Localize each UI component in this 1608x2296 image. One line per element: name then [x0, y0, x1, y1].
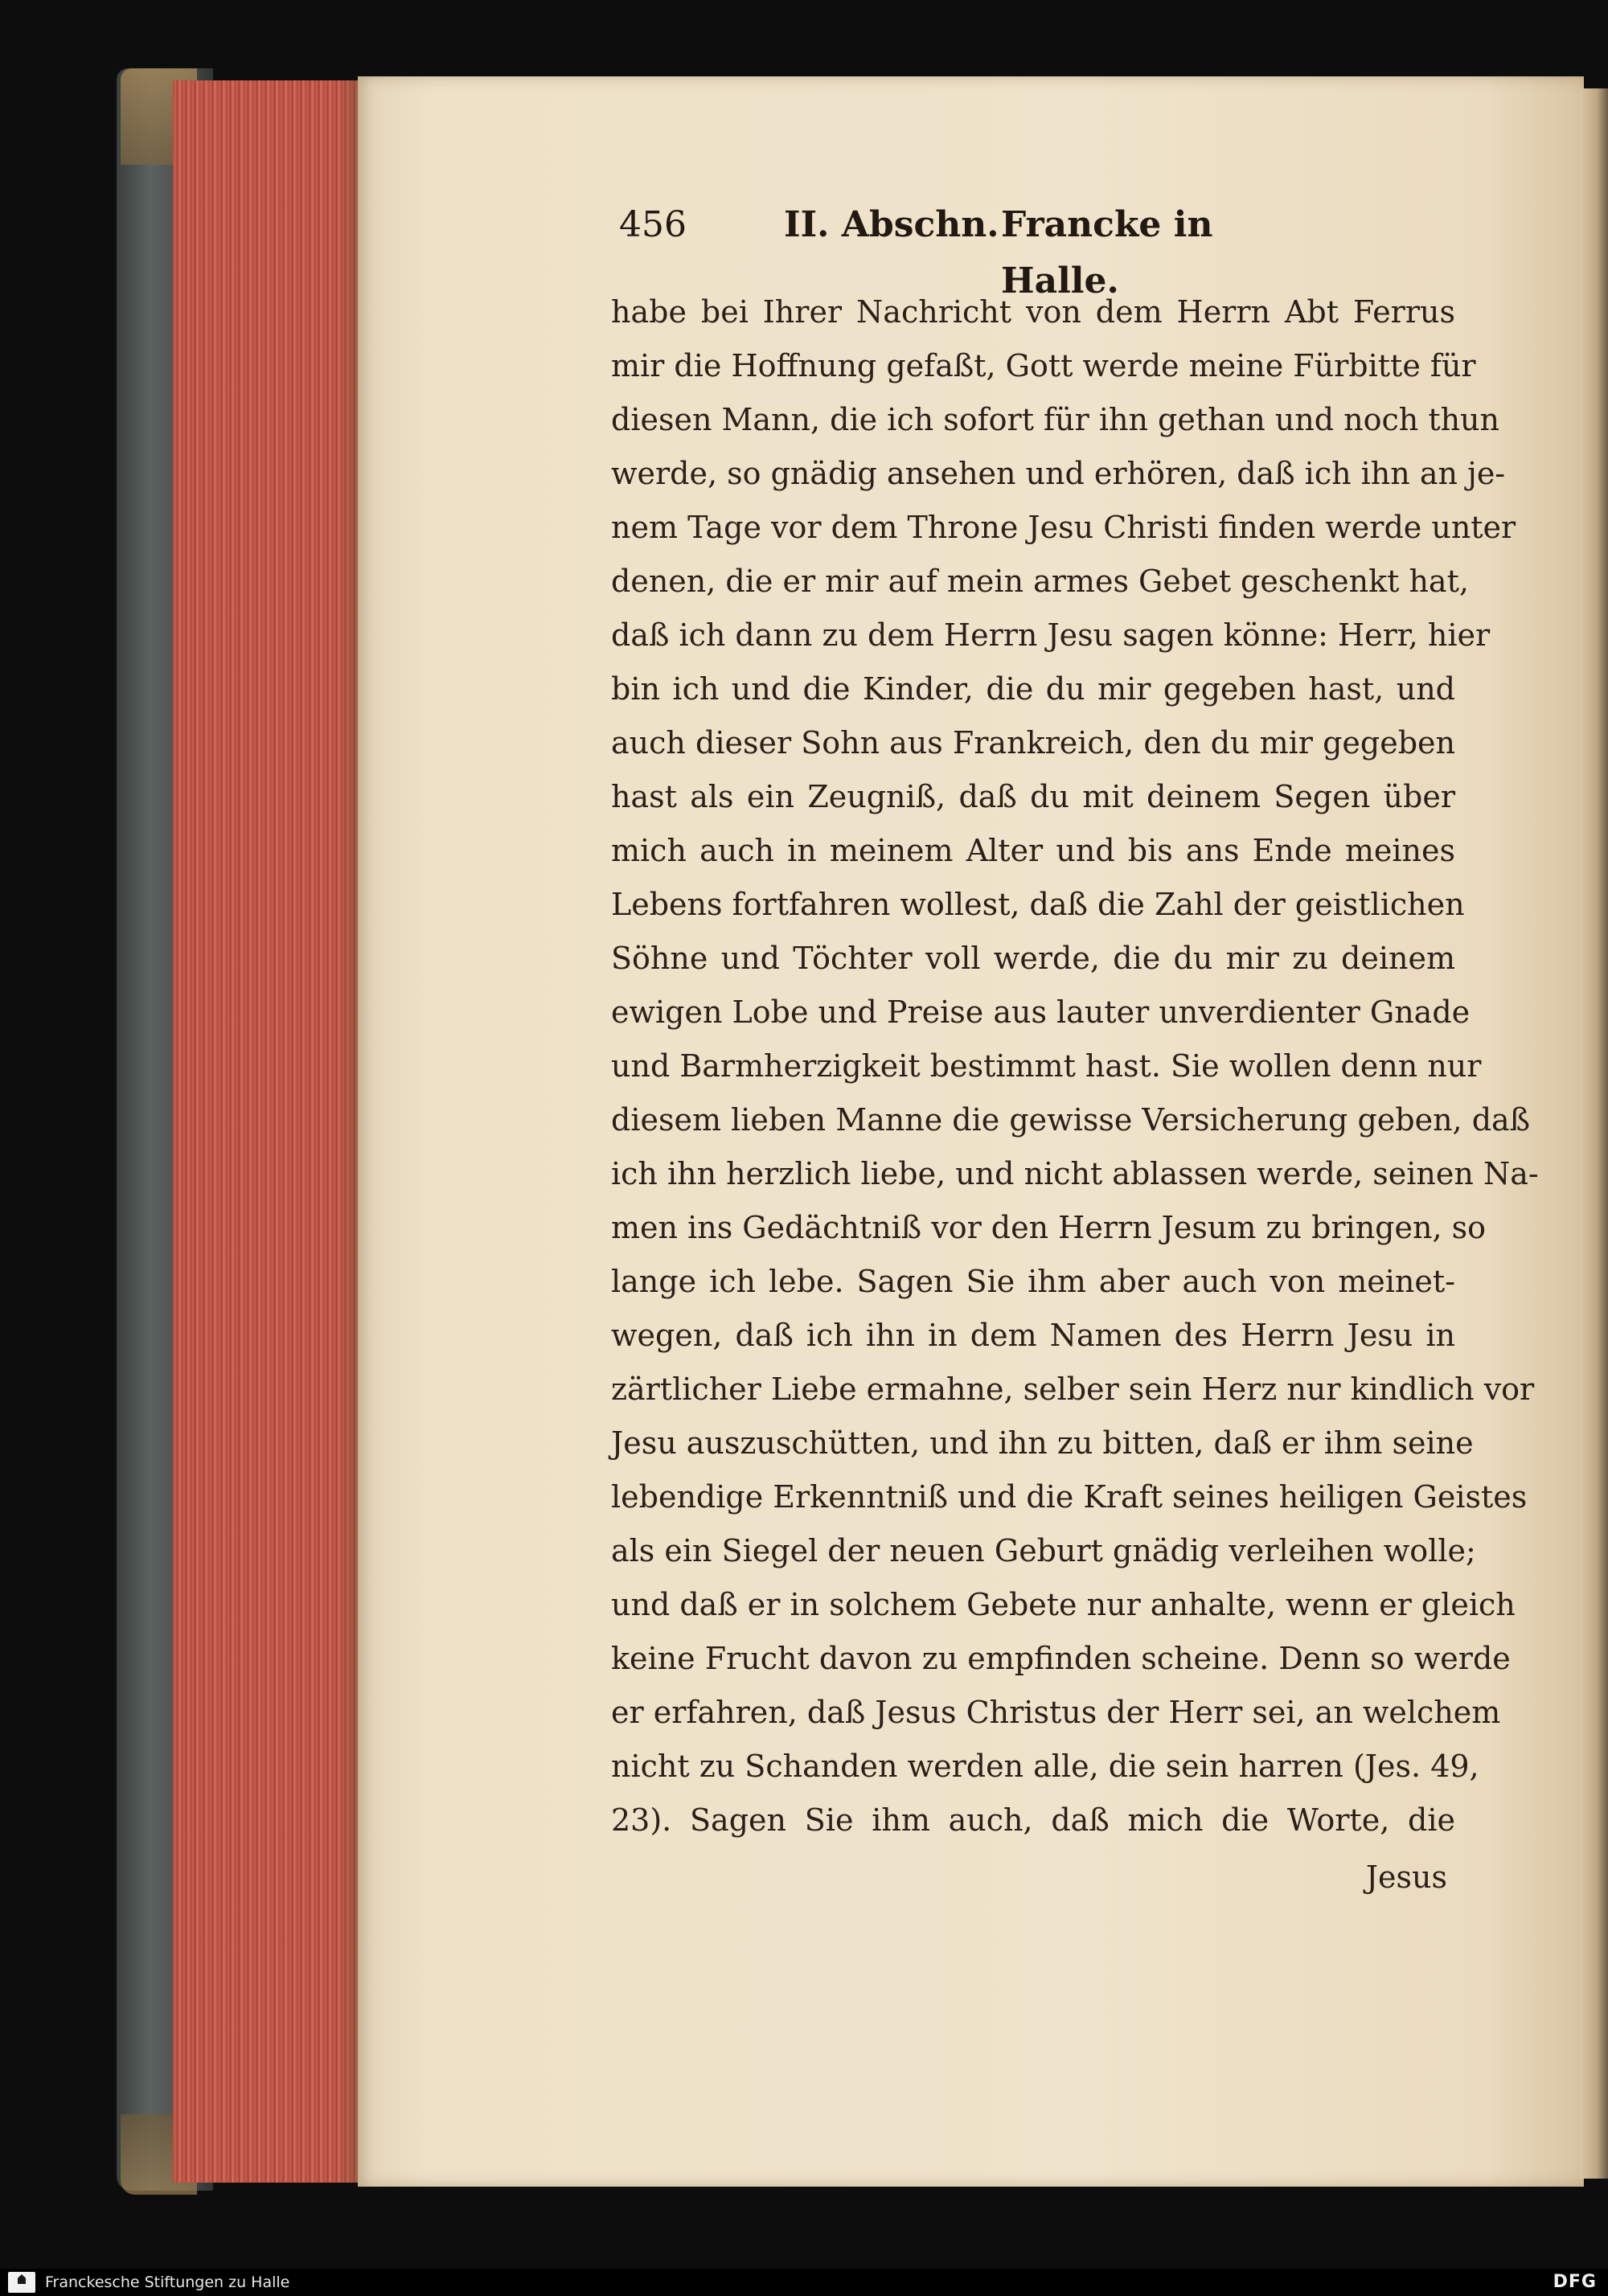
text-line: als ein Siegel der neuen Geburt gnädig verleihen wolle;: [611, 1533, 1476, 1568]
text-line: hast als ein Zeugniß, daß du mit deinem Segen über: [611, 779, 1455, 814]
text-line: Jesu auszuschütten, und ihn zu bitten, daß er ihm seine: [611, 1425, 1474, 1461]
text-line: habe bei Ihrer Nachricht von dem Herrn Abt Ferrus: [611, 294, 1455, 330]
text-line: keine Frucht davon zu empfinden scheine. Denn so werde: [611, 1641, 1511, 1676]
catchword: Jesus: [1365, 1859, 1447, 1895]
running-head: [619, 197, 1306, 301]
text-line: lebendige Erkenntniß und die Kraft seines heiligen Geistes: [611, 1479, 1528, 1515]
body-text: [611, 285, 1539, 1847]
text-line: 23). Sagen Sie ihm auch, daß mich die Worte, die: [611, 1802, 1455, 1838]
section-label: II. Abschn.: [784, 204, 999, 245]
red-page-edges: [173, 80, 358, 2183]
text-line: auch dieser Sohn aus Frankreich, den du mir gegeben: [611, 725, 1455, 761]
text-line: diesem lieben Manne die gewisse Versicherung geben, daß: [611, 1102, 1531, 1138]
text-line: nicht zu Schanden werden alle, die sein harren (Jes. 49,: [611, 1749, 1479, 1784]
page-title: Francke in Halle.: [1001, 204, 1213, 301]
text-line: lange ich lebe. Sagen Sie ihm aber auch von meinet-: [611, 1264, 1455, 1299]
text-line: ich ihn herzlich liebe, und nicht ablassen werde, seinen Na-: [611, 1156, 1539, 1191]
text-line: mir die Hoffnung gefaßt, Gott werde meine Fürbitte für: [611, 348, 1476, 383]
institution-logo-icon: [8, 2272, 35, 2293]
text-line: Söhne und Töchter voll werde, die du mir zu deinem: [611, 941, 1455, 976]
text-line: nem Tage vor dem Throne Jesu Christi finden werde unter: [611, 510, 1516, 545]
text-line: daß ich dann zu dem Herrn Jesu sagen könne: Herr, hier: [611, 617, 1491, 653]
text-line: men ins Gedächtniß vor den Herrn Jesum zu bringen, so: [611, 1210, 1487, 1245]
footer-credit: Franckesche Stiftungen zu Halle: [45, 2273, 290, 2291]
text-line: zärtlicher Liebe ermahne, selber sein Herz nur kindlich vor: [611, 1371, 1535, 1407]
dfg-logo: DFG: [1553, 2272, 1597, 2292]
page-number: 456: [619, 204, 687, 245]
text-line: er erfahren, daß Jesus Christus der Herr sei, an welchem: [611, 1695, 1501, 1730]
text-line: denen, die er mir auf mein armes Gebet geschenkt hat,: [611, 564, 1469, 599]
text-line: Lebens fortfahren wollest, daß die Zahl der geistlichen: [611, 887, 1465, 922]
page-right-edge: [1580, 88, 1608, 2179]
text-line: und Barmherzigkeit bestimmt hast. Sie wollen denn nur: [611, 1048, 1482, 1084]
text-line: diesen Mann, die ich sofort für ihn gethan und noch thun: [611, 402, 1500, 437]
text-line: bin ich und die Kinder, die du mir gegeben hast, und: [611, 671, 1455, 707]
text-line: wegen, daß ich ihn in dem Namen des Herrn Jesu in: [611, 1318, 1455, 1353]
text-line: werde, so gnädig ansehen und erhören, daß ich ihn an je-: [611, 456, 1506, 491]
text-line: und daß er in solchem Gebete nur anhalte, wenn er gleich: [611, 1587, 1516, 1622]
text-line: mich auch in meinem Alter und bis ans Ende meines: [611, 833, 1455, 868]
footer-bar: [0, 2269, 1608, 2296]
text-line: ewigen Lobe und Preise aus lauter unverdienter Gnade: [611, 994, 1471, 1030]
